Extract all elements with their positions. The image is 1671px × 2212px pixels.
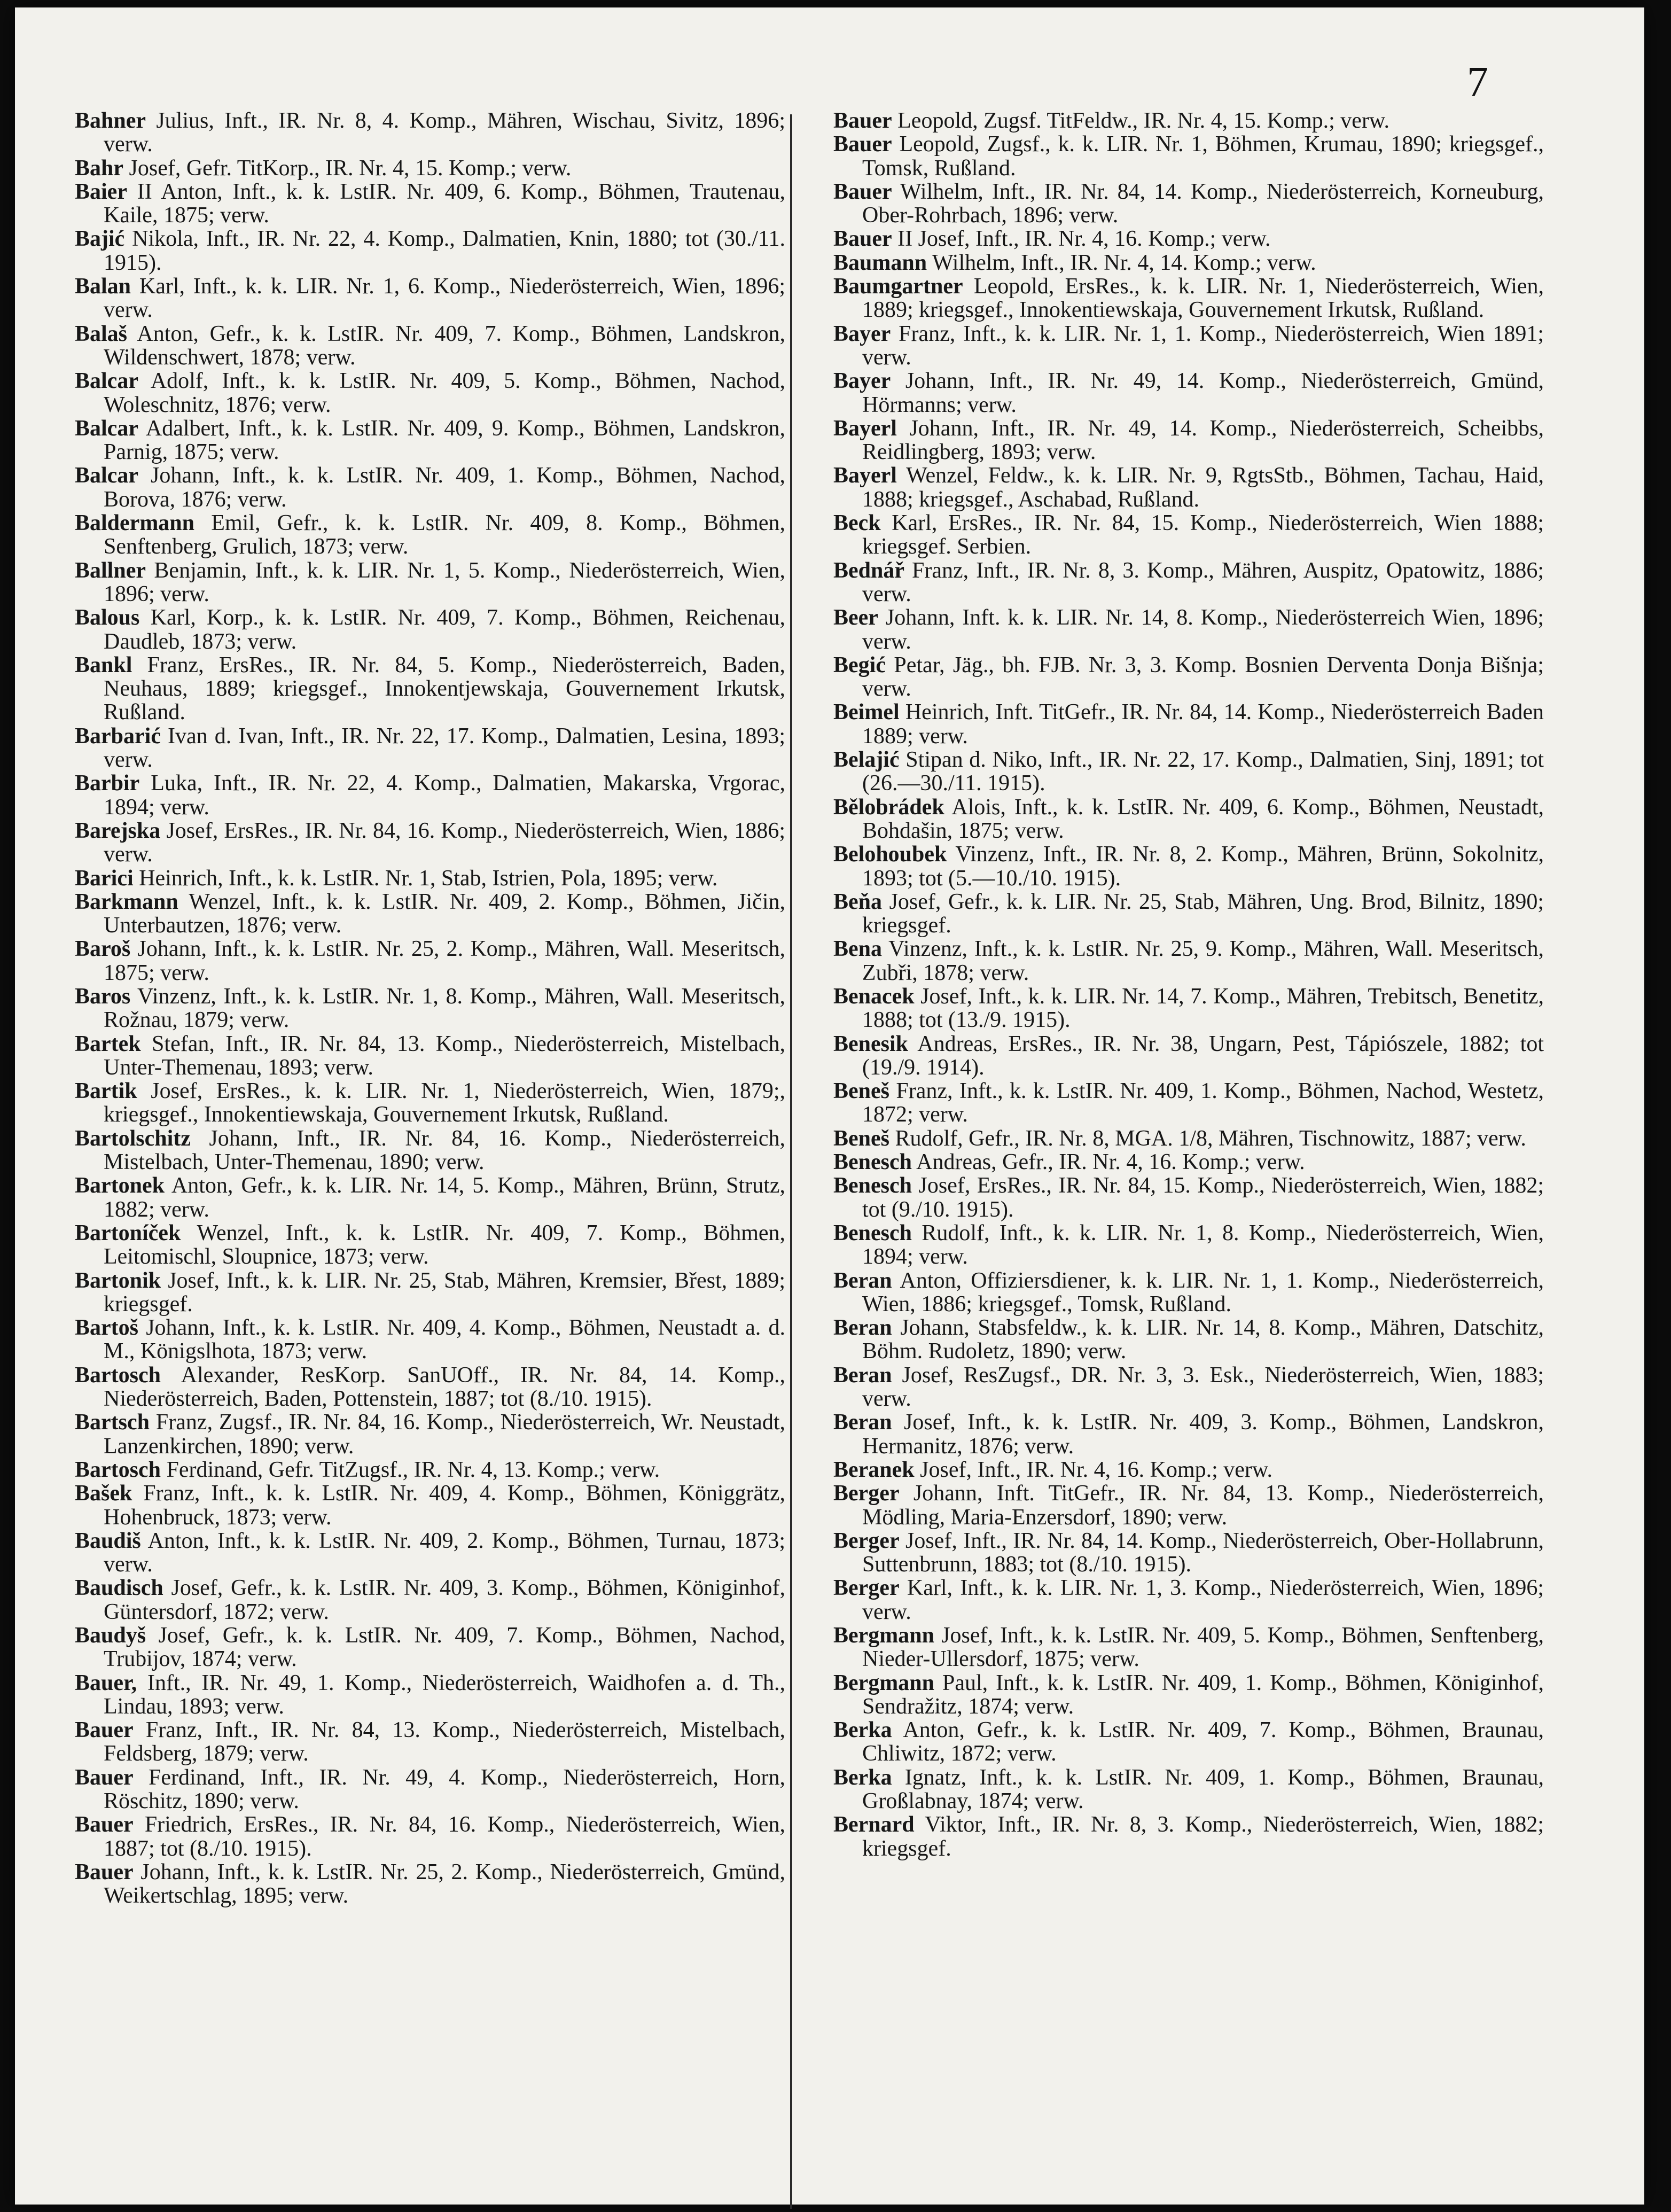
entry-surname: Bartonek bbox=[75, 1173, 165, 1198]
entry-details: Stipan d. Niko, Inft., IR. Nr. 22, 17. Komp., Dalmatien, Sinj, 1891; tot (26.—30./11. 1915). bbox=[862, 747, 1544, 796]
list-item bbox=[833, 1671, 1544, 1719]
entry-details: Leopold, Zugsf., k. k. LIR. Nr. 1, Böhmen, Krumau, 1890; kriegsgef., Tomsk, Rußland. bbox=[862, 132, 1544, 181]
list-item bbox=[833, 1411, 1544, 1458]
list-item bbox=[75, 511, 785, 559]
entry-surname: Balous bbox=[75, 605, 140, 630]
list-item bbox=[833, 1269, 1544, 1317]
list-item bbox=[833, 1127, 1544, 1150]
entry-details: Andreas, ErsRes., IR. Nr. 38, Ungarn, Pest, Tápiószele, 1882; tot (19./9. 1914). bbox=[862, 1031, 1544, 1080]
entry-details: Franz, Inft., k. k. LstIR. Nr. 409, 1. Komp., Böhmen, Nachod, Westetz, 1872; verw. bbox=[862, 1079, 1544, 1127]
list-item bbox=[833, 700, 1544, 748]
entry-details: Alexander, ResKorp. SanUOff., IR. Nr. 84, 14. Komp., Niederösterreich, Baden, Pottenstein, 1887; tot (8./10. 1915). bbox=[104, 1362, 785, 1412]
list-item bbox=[833, 606, 1544, 653]
entry-details: Andreas, Gefr., IR. Nr. 4, 16. Komp.; verw. bbox=[912, 1150, 1305, 1175]
entry-details: Stefan, Inft., IR. Nr. 84, 13. Komp., Niederösterreich, Mistelbach, Unter-Themenau, 1893; verw. bbox=[104, 1031, 785, 1080]
entry-surname: Bartsch bbox=[75, 1410, 150, 1435]
entry-surname: Barbarić bbox=[75, 723, 161, 749]
entry-details: Josef, ResZugsf., DR. Nr. 3, 3. Esk., Niederösterreich, Wien, 1883; verw. bbox=[862, 1362, 1544, 1412]
entry-surname: Baudiš bbox=[75, 1528, 141, 1553]
entry-surname: Bartosch bbox=[75, 1457, 161, 1482]
list-item bbox=[833, 1813, 1544, 1860]
entry-details: Emil, Gefr., k. k. LstIR. Nr. 409, 8. Komp., Böhmen, Senftenberg, Grulich, 1873; verw. bbox=[104, 511, 785, 559]
list-item bbox=[75, 1624, 785, 1671]
list-item bbox=[75, 275, 785, 322]
list-item bbox=[75, 1813, 785, 1860]
entry-surname: Bauer, bbox=[75, 1670, 137, 1695]
entry-surname: Belajić bbox=[833, 747, 900, 773]
entry-surname: Bauer bbox=[833, 179, 892, 204]
entry-details: Josef, ErsRes., k. k. LIR. Nr. 1, Niederösterreich, Wien, 1879;, kriegsgef., Innokentiewskaja, Gouvernement Irkutsk, Rußland. bbox=[104, 1079, 785, 1127]
entry-details: Ignatz, Inft., k. k. LstIR. Nr. 409, 1. Komp., Böhmen, Braunau, Großlabnay, 1874; verw. bbox=[862, 1765, 1544, 1814]
list-item bbox=[75, 1529, 785, 1577]
list-item bbox=[833, 1624, 1544, 1671]
entry-details: Franz, Inft., k. k. LstIR. Nr. 409, 4. Komp., Böhmen, Königgrätz, Hohenbruck, 1873; verw. bbox=[104, 1481, 785, 1530]
entry-surname: Bergmann bbox=[833, 1670, 934, 1695]
list-item bbox=[75, 867, 785, 890]
entry-surname: Bartosch bbox=[75, 1362, 161, 1388]
entry-details: Vinzenz, Inft., k. k. LstIR. Nr. 25, 9. Komp., Mähren, Wall. Meseritsch, Zubři, 1878; verw. bbox=[862, 937, 1544, 985]
list-item bbox=[75, 606, 785, 653]
entry-details: Johann, Inft., IR. Nr. 84, 16. Komp., Niederösterreich, Mistelbach, Unter-Themenau, 1890; verw. bbox=[104, 1126, 785, 1175]
list-item bbox=[75, 1364, 785, 1411]
entry-surname: Berger bbox=[833, 1481, 900, 1506]
entry-details: Anton, Gefr., k. k. LIR. Nr. 14, 5. Komp., Mähren, Brünn, Strutz, 1882; verw. bbox=[104, 1173, 785, 1222]
entry-details: Karl, Inft., k. k. LIR. Nr. 1, 3. Komp., Niederösterreich, Wien, 1896; verw. bbox=[862, 1576, 1544, 1624]
entry-surname: Bayerl bbox=[833, 463, 897, 488]
entry-surname: Balcar bbox=[75, 463, 138, 488]
list-item bbox=[75, 1766, 785, 1813]
list-item bbox=[833, 937, 1544, 985]
entry-surname: Ballner bbox=[75, 558, 146, 583]
entry-details: Karl, ErsRes., IR. Nr. 84, 15. Komp., Niederösterreich, Wien 1888; kriegsgef. Serbien. bbox=[862, 511, 1544, 559]
entry-surname: Baumgartner bbox=[833, 274, 963, 299]
entry-details: Rudolf, Inft., k. k. LIR. Nr. 1, 8. Komp., Niederösterreich, Wien, 1894; verw. bbox=[862, 1220, 1544, 1269]
entry-details: Adolf, Inft., k. k. LstIR. Nr. 409, 5. Komp., Böhmen, Nachod, Woleschnitz, 1876; verw. bbox=[104, 369, 785, 417]
entry-details: Franz, Inft., IR. Nr. 84, 13. Komp., Niederösterreich, Mistelbach, Feldsberg, 1879; verw. bbox=[104, 1718, 785, 1766]
list-item bbox=[75, 1174, 785, 1221]
list-item bbox=[75, 227, 785, 275]
list-item bbox=[833, 1032, 1544, 1080]
entry-surname: Bauer bbox=[833, 132, 892, 157]
entry-details: Friedrich, ErsRes., IR. Nr. 84, 16. Komp., Niederösterreich, Wien, 1887; tot (8./10. 1915). bbox=[104, 1812, 785, 1861]
entry-details: Franz, Zugsf., IR. Nr. 84, 16. Komp., Niederösterreich, Wr. Neustadt, Lanzenkirchen, 1890; verw. bbox=[104, 1410, 785, 1459]
entry-details: Ivan d. Ivan, Inft., IR. Nr. 22, 17. Komp., Dalmatien, Lesina, 1893; verw. bbox=[104, 723, 785, 773]
entry-details: Josef, Inft., k. k. LstIR. Nr. 409, 5. Komp., Böhmen, Senftenberg, Nieder-Ullersdorf, 1875; verw. bbox=[862, 1623, 1544, 1672]
entry-surname: Bašek bbox=[75, 1481, 132, 1506]
entry-surname: Bartolschitz bbox=[75, 1126, 191, 1151]
entry-details: Josef, Inft., k. k. LstIR. Nr. 409, 3. Komp., Böhmen, Landskron, Hermanitz, 1876; verw. bbox=[862, 1410, 1544, 1459]
entry-details: Anton, Inft., k. k. LstIR. Nr. 409, 2. Komp., Böhmen, Turnau, 1873; verw. bbox=[104, 1528, 785, 1577]
list-item bbox=[75, 1860, 785, 1908]
list-item bbox=[75, 559, 785, 606]
entry-details: Anton, Gefr., k. k. LstIR. Nr. 409, 7. Komp., Böhmen, Landskron, Wildenschwert, 1878; verw. bbox=[104, 321, 785, 370]
entry-details: Nikola, Inft., IR. Nr. 22, 4. Komp., Dalmatien, Knin, 1880; tot (30./11. 1915). bbox=[104, 227, 785, 275]
list-item bbox=[833, 464, 1544, 511]
entry-details: Johann, Inft., IR. Nr. 49, 14. Komp., Niederösterreich, Scheibbs, Reidlingberg, 1893; verw. bbox=[862, 416, 1544, 465]
entry-surname: Bednář bbox=[833, 558, 905, 583]
entry-surname: Begić bbox=[833, 652, 886, 677]
entry-details: Vinzenz, Inft., k. k. LstIR. Nr. 1, 8. Komp., Mähren, Wall. Meseritsch, Rožnau, 1879; verw. bbox=[104, 984, 785, 1033]
entry-surname: Beran bbox=[833, 1315, 892, 1341]
entry-surname: Balan bbox=[75, 274, 131, 299]
entry-details: Johann, Inft., k. k. LstIR. Nr. 25, 2. Komp., Niederösterreich, Gmünd, Weikertschlag, 1895; verw. bbox=[104, 1859, 785, 1909]
entry-surname: Balcar bbox=[75, 369, 138, 394]
list-item bbox=[833, 251, 1544, 275]
list-item bbox=[833, 1766, 1544, 1813]
entry-surname: Bauer bbox=[75, 1718, 134, 1743]
list-item bbox=[75, 890, 785, 938]
entry-surname: Bauer bbox=[75, 1859, 134, 1884]
entry-details: Johann, Inft., k. k. LstIR. Nr. 25, 2. Komp., Mähren, Wall. Meseritsch, 1875; verw. bbox=[104, 937, 785, 985]
entry-surname: Benesik bbox=[833, 1031, 909, 1056]
entry-surname: Bahner bbox=[75, 108, 146, 133]
entry-surname: Benacek bbox=[833, 984, 915, 1009]
entry-surname: Balaš bbox=[75, 321, 128, 346]
list-item bbox=[833, 1316, 1544, 1364]
list-item bbox=[833, 417, 1544, 464]
entry-surname: Berka bbox=[833, 1765, 892, 1790]
entry-surname: Benesch bbox=[833, 1150, 912, 1175]
list-item bbox=[75, 1079, 785, 1127]
entry-surname: Baudisch bbox=[75, 1576, 163, 1601]
list-item bbox=[833, 1364, 1544, 1411]
left-column bbox=[75, 109, 785, 1908]
entry-surname: Bauer bbox=[75, 1765, 134, 1790]
entry-surname: Baroš bbox=[75, 937, 131, 962]
entry-surname: Baros bbox=[75, 984, 131, 1009]
entry-details: Franz, Inft., IR. Nr. 8, 3. Komp., Mähren, Auspitz, Opatowitz, 1886; verw. bbox=[862, 558, 1544, 606]
entry-surname: Bena bbox=[833, 937, 883, 962]
entry-surname: Beneš bbox=[833, 1079, 889, 1104]
entry-surname: Beran bbox=[833, 1268, 892, 1293]
list-item bbox=[833, 133, 1544, 180]
list-item bbox=[833, 890, 1544, 938]
entry-surname: Bayer bbox=[833, 369, 891, 394]
entry-surname: Bergmann bbox=[833, 1623, 934, 1648]
entry-surname: Berka bbox=[833, 1718, 892, 1743]
list-item bbox=[75, 417, 785, 464]
list-item bbox=[833, 109, 1544, 133]
entry-details: Johann, Inft., k. k. LstIR. Nr. 409, 1. Komp., Böhmen, Nachod, Borova, 1876; verw. bbox=[104, 463, 785, 512]
list-item bbox=[833, 275, 1544, 322]
list-item bbox=[75, 180, 785, 228]
list-item bbox=[833, 369, 1544, 417]
list-item bbox=[75, 157, 785, 180]
entry-details: Josef, Inft., k. k. LIR. Nr. 14, 7. Komp., Mähren, Trebitsch, Benetitz, 1888; tot (13./9. 1915). bbox=[862, 984, 1544, 1033]
entry-details: Wilhelm, Inft., IR. Nr. 4, 14. Komp.; verw. bbox=[927, 250, 1316, 275]
list-item bbox=[833, 180, 1544, 228]
entry-surname: Bahr bbox=[75, 155, 124, 181]
list-item bbox=[833, 511, 1544, 559]
list-item bbox=[75, 1576, 785, 1624]
entry-details: Julius, Inft., IR. Nr. 8, 4. Komp., Mähren, Wischau, Sivitz, 1896; verw. bbox=[104, 108, 785, 157]
entry-details: Josef, Gefr., k. k. LstIR. Nr. 409, 7. Komp., Böhmen, Nachod, Trubijov, 1874; verw. bbox=[104, 1623, 785, 1672]
entry-surname: Bauer bbox=[75, 1812, 134, 1837]
entry-details: Josef, ErsRes., IR. Nr. 84, 15. Komp., Niederösterreich, Wien, 1882; tot (9./10. 1915). bbox=[862, 1173, 1544, 1222]
list-item bbox=[833, 1079, 1544, 1127]
entry-details: Alois, Inft., k. k. LstIR. Nr. 409, 6. Komp., Böhmen, Neustadt, Bohdašin, 1875; verw. bbox=[862, 795, 1544, 843]
list-item bbox=[75, 937, 785, 985]
entry-details: Ferdinand, Gefr. TitZugsf., IR. Nr. 4, 13. Komp.; verw. bbox=[161, 1457, 660, 1482]
entry-details: Paul, Inft., k. k. LstIR. Nr. 409, 1. Komp., Böhmen, Königinhof, Sendražitz, 1874; verw. bbox=[862, 1670, 1544, 1719]
entry-details: Ferdinand, Inft., IR. Nr. 49, 4. Komp., Niederösterreich, Horn, Röschitz, 1890; verw. bbox=[104, 1765, 785, 1814]
list-item bbox=[75, 1221, 785, 1269]
entry-surname: Benesch bbox=[833, 1173, 912, 1198]
list-item bbox=[75, 1458, 785, 1482]
entry-surname: Berger bbox=[833, 1528, 900, 1553]
entry-details: Wenzel, Feldw., k. k. LIR. Nr. 9, RgtsStb., Böhmen, Tachau, Haid, 1888; kriegsgef., Aschabad, Rußland. bbox=[862, 463, 1544, 512]
list-item bbox=[75, 1032, 785, 1080]
entry-surname: Benesch bbox=[833, 1220, 912, 1245]
entry-surname: Baudyš bbox=[75, 1623, 146, 1648]
entry-surname: Bartonik bbox=[75, 1268, 161, 1293]
entry-details: II Anton, Inft., k. k. LstIR. Nr. 409, 6. Komp., Böhmen, Trautenau, Kaile, 1875; verw. bbox=[104, 179, 785, 228]
entry-surname: Barejska bbox=[75, 818, 161, 843]
entry-details: Petar, Jäg., bh. FJB. Nr. 3, 3. Komp. Bosnien Derventa Donja Bišnja; verw. bbox=[862, 652, 1544, 702]
entry-details: Johann, Inft., IR. Nr. 49, 14. Komp., Niederösterreich, Gmünd, Hörmanns; verw. bbox=[862, 369, 1544, 417]
entry-details: II Josef, Inft., IR. Nr. 4, 16. Komp.; verw. bbox=[892, 227, 1271, 252]
entry-details: Leopold, ErsRes., k. k. LIR. Nr. 1, Niederösterreich, Wien, 1889; kriegsgef., Innokentiewskaja, Gouvernement Irkutsk, Rußland. bbox=[862, 274, 1544, 323]
list-item bbox=[833, 796, 1544, 843]
list-item bbox=[75, 985, 785, 1032]
entry-details: Rudolf, Gefr., IR. Nr. 8, MGA. 1/8, Mähren, Tischnowitz, 1887; verw. bbox=[889, 1126, 1526, 1151]
column-divider bbox=[790, 114, 792, 2209]
list-item bbox=[833, 653, 1544, 701]
entry-details: Leopold, Zugsf. TitFeldw., IR. Nr. 4, 15. Komp.; verw. bbox=[892, 108, 1390, 133]
list-item bbox=[833, 1458, 1544, 1482]
entry-surname: Balcar bbox=[75, 416, 138, 441]
right-column bbox=[833, 109, 1544, 1860]
list-item bbox=[75, 1316, 785, 1364]
list-item bbox=[75, 653, 785, 725]
list-item bbox=[833, 748, 1544, 796]
list-item bbox=[833, 1150, 1544, 1174]
entry-surname: Bartoš bbox=[75, 1315, 138, 1341]
entry-details: Josef, Inft., IR. Nr. 84, 14. Komp., Niederösterreich, Ober-Hollabrunn, Suttenbrunn, 1883; tot (8./10. 1915). bbox=[862, 1528, 1544, 1577]
entry-details: Josef, Gefr., k. k. LstIR. Nr. 409, 3. Komp., Böhmen, Königinhof, Güntersdorf, 1872; verw. bbox=[104, 1576, 785, 1624]
entry-details: Josef, ErsRes., IR. Nr. 84, 16. Komp., Niederösterreich, Wien, 1886; verw. bbox=[104, 818, 785, 867]
entry-details: Josef, Inft., k. k. LIR. Nr. 25, Stab, Mähren, Kremsier, Břest, 1889; kriegsgef. bbox=[104, 1268, 785, 1317]
entry-surname: Baumann bbox=[833, 250, 927, 275]
entry-surname: Bauer bbox=[833, 108, 892, 133]
entry-details: Luka, Inft., IR. Nr. 22, 4. Komp., Dalmatien, Makarska, Vrgorac, 1894; verw. bbox=[104, 771, 785, 820]
list-item bbox=[833, 559, 1544, 606]
entry-surname: Barkmann bbox=[75, 889, 178, 914]
entry-surname: Beneš bbox=[833, 1126, 889, 1151]
list-item bbox=[833, 1174, 1544, 1221]
entry-surname: Barbir bbox=[75, 771, 140, 796]
list-item bbox=[75, 1671, 785, 1719]
entry-details: Johann, Inft. TitGefr., IR. Nr. 84, 13. Komp., Niederösterreich, Mödling, Maria-Enzersdorf, 1890; verw. bbox=[862, 1481, 1544, 1530]
entry-surname: Beranek bbox=[833, 1457, 915, 1482]
entry-details: Anton, Gefr., k. k. LstIR. Nr. 409, 7. Komp., Böhmen, Braunau, Chliwitz, 1872; verw. bbox=[862, 1718, 1544, 1766]
entry-surname: Beck bbox=[833, 511, 881, 536]
entry-details: Vinzenz, Inft., IR. Nr. 8, 2. Komp., Mähren, Brünn, Sokolnitz, 1893; tot (5.—10./10. 1915). bbox=[862, 842, 1544, 891]
list-item bbox=[75, 1269, 785, 1317]
entry-surname: Barici bbox=[75, 866, 134, 891]
entry-details: Franz, Inft., k. k. LIR. Nr. 1, 1. Komp., Niederösterreich, Wien 1891; verw. bbox=[862, 321, 1544, 370]
list-item bbox=[75, 1718, 785, 1766]
entry-surname: Bartek bbox=[75, 1031, 141, 1056]
entry-details: Viktor, Inft., IR. Nr. 8, 3. Komp., Niederösterreich, Wien, 1882; kriegsgef. bbox=[862, 1812, 1544, 1861]
page-number: 7 bbox=[1467, 59, 1488, 106]
entry-surname: Bartik bbox=[75, 1079, 137, 1104]
list-item bbox=[75, 1482, 785, 1529]
entry-surname: Bajić bbox=[75, 227, 125, 252]
entry-surname: Berger bbox=[833, 1576, 900, 1601]
entry-surname: Bartoníček bbox=[75, 1220, 181, 1245]
entry-surname: Bělobrádek bbox=[833, 795, 944, 820]
list-item bbox=[75, 772, 785, 819]
entry-surname: Beran bbox=[833, 1362, 892, 1388]
list-item bbox=[75, 725, 785, 772]
entry-details: Karl, Inft., k. k. LIR. Nr. 1, 6. Komp., Niederösterreich, Wien, 1896; verw. bbox=[104, 274, 785, 323]
entry-details: Anton, Offiziersdiener, k. k. LIR. Nr. 1, 1. Komp., Niederösterreich, Wien, 1886; kriegsgef., Tomsk, Rußland. bbox=[862, 1268, 1544, 1317]
entry-details: Heinrich, Inft., k. k. LstIR. Nr. 1, Stab, Istrien, Pola, 1895; verw. bbox=[133, 866, 718, 891]
entry-details: Wilhelm, Inft., IR. Nr. 84, 14. Komp., Niederösterreich, Korneuburg, Ober-Rohrbach, 1896; verw. bbox=[862, 179, 1544, 228]
entry-details: Franz, ErsRes., IR. Nr. 84, 5. Komp., Niederösterreich, Baden, Neuhaus, 1889; kriegsgef., Innokentjewskaja, Gouvernement Irkutsk, Rußland. bbox=[104, 652, 785, 725]
entry-details: Johann, Inft. k. k. LIR. Nr. 14, 8. Komp., Niederösterreich Wien, 1896; verw. bbox=[862, 605, 1544, 654]
list-item bbox=[75, 819, 785, 867]
entry-surname: Baier bbox=[75, 179, 127, 204]
entry-surname: Bayer bbox=[833, 321, 891, 346]
list-item bbox=[833, 1718, 1544, 1766]
list-item bbox=[833, 985, 1544, 1032]
list-item bbox=[833, 1576, 1544, 1624]
entry-details: Inft., IR. Nr. 49, 1. Komp., Niederösterreich, Waidhofen a. d. Th., Lindau, 1893; verw. bbox=[104, 1670, 785, 1719]
entry-details: Josef, Gefr. TitKorp., IR. Nr. 4, 15. Komp.; verw. bbox=[123, 155, 572, 181]
list-item bbox=[75, 464, 785, 511]
entry-surname: Belohoubek bbox=[833, 842, 947, 867]
entry-surname: Baldermann bbox=[75, 511, 195, 536]
entry-surname: Bernard bbox=[833, 1812, 915, 1837]
entry-surname: Beran bbox=[833, 1410, 892, 1435]
entry-surname: Beer bbox=[833, 605, 878, 630]
list-item bbox=[75, 369, 785, 417]
entry-details: Johann, Stabsfeldw., k. k. LIR. Nr. 14, 8. Komp., Mähren, Datschitz, Böhm. Rudoletz, 1890; verw. bbox=[862, 1315, 1544, 1364]
list-item bbox=[75, 1411, 785, 1458]
entry-surname: Bayerl bbox=[833, 416, 897, 441]
entry-details: Benjamin, Inft., k. k. LIR. Nr. 1, 5. Komp., Niederösterreich, Wien, 1896; verw. bbox=[104, 558, 785, 606]
entry-details: Heinrich, Inft. TitGefr., IR. Nr. 84, 14. Komp., Niederösterreich Baden 1889; verw. bbox=[862, 700, 1544, 749]
list-item bbox=[75, 109, 785, 157]
entry-surname: Beňa bbox=[833, 889, 883, 914]
entry-details: Wenzel, Inft., k. k. LstIR. Nr. 409, 2. Komp., Böhmen, Jičin, Unterbautzen, 1876; verw. bbox=[104, 889, 785, 938]
list-item bbox=[833, 1482, 1544, 1529]
list-item bbox=[833, 227, 1544, 251]
entry-details: Wenzel, Inft., k. k. LstIR. Nr. 409, 7. Komp., Böhmen, Leitomischl, Sloupnice, 1873; verw. bbox=[104, 1220, 785, 1269]
entry-details: Josef, Inft., IR. Nr. 4, 16. Komp.; verw. bbox=[914, 1457, 1273, 1482]
entry-details: Adalbert, Inft., k. k. LstIR. Nr. 409, 9. Komp., Böhmen, Landskron, Parnig, 1875; verw. bbox=[104, 416, 785, 465]
list-item bbox=[833, 322, 1544, 370]
list-item bbox=[833, 1221, 1544, 1269]
page-sheet bbox=[15, 7, 1644, 2205]
entry-surname: Bankl bbox=[75, 652, 132, 677]
list-item bbox=[75, 322, 785, 370]
list-item bbox=[833, 1529, 1544, 1577]
entry-details: Karl, Korp., k. k. LstIR. Nr. 409, 7. Komp., Böhmen, Reichenau, Daudleb, 1873; verw. bbox=[104, 605, 785, 654]
entry-surname: Bauer bbox=[833, 227, 892, 252]
entry-details: Josef, Gefr., k. k. LIR. Nr. 25, Stab, Mähren, Ung. Brod, Bilnitz, 1890; kriegsgef. bbox=[862, 889, 1544, 938]
entry-surname: Beimel bbox=[833, 700, 900, 725]
list-item bbox=[75, 1127, 785, 1174]
entry-details: Johann, Inft., k. k. LstIR. Nr. 409, 4. Komp., Böhmen, Neustadt a. d. M., Königslhota, 1873; verw. bbox=[104, 1315, 785, 1364]
list-item bbox=[833, 843, 1544, 890]
